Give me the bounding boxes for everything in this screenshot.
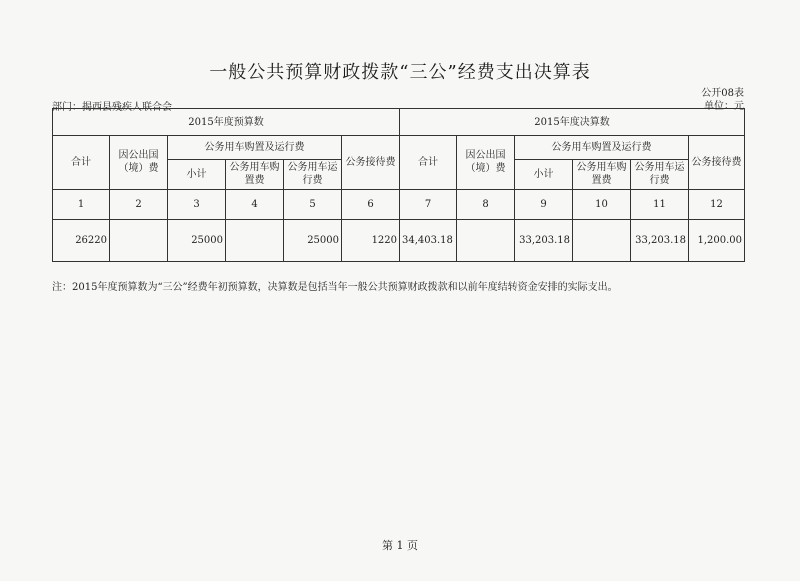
expense-table [52, 108, 745, 262]
final-abroad-value [457, 219, 515, 261]
budget-vehicle-header: 公务用车购置及运行费 [168, 136, 342, 160]
department-label: 部门：揭西县残疾人联合会 [52, 102, 172, 113]
budget-total-header: 合计 [53, 136, 110, 189]
budget-operation-value: 25000 [284, 219, 342, 261]
final-subtotal-value: 33,203.18 [515, 219, 573, 261]
final-vehicle-header: 公务用车购置及运行费 [515, 136, 689, 160]
data-row [53, 219, 745, 261]
final-abroad-header: 因公出国（境）费 [457, 136, 515, 189]
budget-abroad-header: 因公出国（境）费 [110, 136, 168, 189]
budget-purchase-header: 公务用车购置费 [226, 160, 284, 189]
final-subtotal-header: 小计 [515, 160, 573, 189]
index-cell: 3 [168, 189, 226, 219]
index-cell: 10 [573, 189, 631, 219]
budget-abroad-value [110, 219, 168, 261]
index-cell: 5 [284, 189, 342, 219]
final-operation-header: 公务用车运行费 [631, 160, 689, 189]
final-total-value: 34,403.18 [400, 219, 457, 261]
budget-total-value: 26220 [53, 219, 110, 261]
budget-purchase-value [226, 219, 284, 261]
final-purchase-value [573, 219, 631, 261]
header-row-columns [53, 136, 745, 160]
index-cell: 7 [400, 189, 457, 219]
final-purchase-header: 公务用车购置费 [573, 160, 631, 189]
budget-operation-header: 公务用车运行费 [284, 160, 342, 189]
footnote: 注：2015年度预算数为“三公”经费年初预算数，决算数是包括当年一般公共预算财政拨款和以前年度结转资金安排的实际支出。 [52, 282, 618, 293]
index-cell: 6 [342, 189, 400, 219]
index-row [53, 189, 745, 219]
form-code: 公开08表 [701, 88, 744, 99]
final-total-header: 合计 [400, 136, 457, 189]
unit-label: 单位：元 [704, 101, 744, 112]
index-cell: 9 [515, 189, 573, 219]
index-cell: 4 [226, 189, 284, 219]
index-cell: 12 [689, 189, 745, 219]
page-number: 第 1 页 [382, 539, 418, 552]
final-reception-value: 1,200.00 [689, 219, 745, 261]
budget-reception-header: 公务接待费 [342, 136, 400, 189]
final-group-header: 2015年度决算数 [400, 109, 745, 136]
budget-subtotal-value: 25000 [168, 219, 226, 261]
budget-reception-value: 1220 [342, 219, 400, 261]
report-title: 一般公共预算财政拨款“三公”经费支出决算表 [209, 62, 591, 83]
budget-group-header: 2015年度预算数 [53, 109, 400, 136]
header-row-group [53, 109, 745, 136]
final-operation-value: 33,203.18 [631, 219, 689, 261]
final-reception-header: 公务接待费 [689, 136, 745, 189]
index-cell: 8 [457, 189, 515, 219]
index-cell: 11 [631, 189, 689, 219]
index-cell: 2 [110, 189, 168, 219]
index-cell: 1 [53, 189, 110, 219]
budget-subtotal-header: 小计 [168, 160, 226, 189]
